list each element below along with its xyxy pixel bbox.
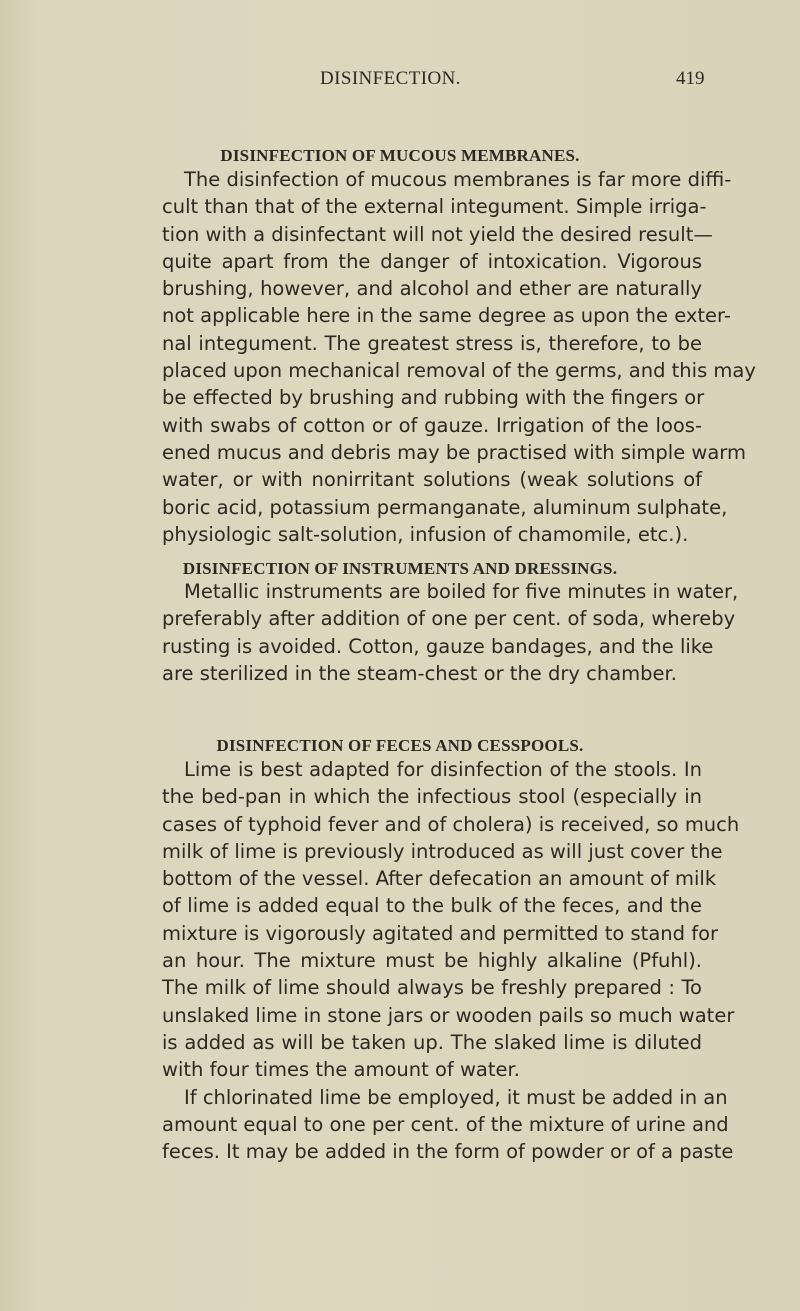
text-line: tion with a disinfectant will not yield the desired result— [162, 222, 713, 246]
text-line: rusting is avoided. Cotton, gauze bandages, and the like [162, 634, 714, 658]
text-line: cult than that of the external integument. Simple irriga- [162, 195, 707, 219]
text-line: of lime is added equal to the bulk of the feces, and the [162, 894, 702, 918]
text-line: ened mucus and debris may be practised with simple warm [162, 440, 746, 464]
text-line: with four times the amount of water. [162, 1058, 520, 1082]
text-line: Lime is best adapted for disinfection of the stools. In [184, 758, 702, 781]
section-heading: DISINFECTION OF FECES AND CESSPOOLS. [216, 736, 584, 755]
text-line: bottom of the vessel. After defecation an amount of milk [162, 867, 717, 891]
text-line: be effected by brushing and rubbing with the fingers or [162, 386, 705, 410]
text-line: mixture is vigorously agitated and permitted to stand for [162, 921, 719, 945]
text-line: quite apart from the danger of intoxication. Vigorous [162, 249, 702, 273]
text-line: milk of lime is previously introduced as will just cover the [162, 839, 723, 863]
text-line: The disinfection of mucous membranes is far more diffi- [184, 168, 732, 191]
text-line: preferably after addition of one per cent. of soda, whereby [162, 607, 736, 631]
paragraph [162, 756, 740, 1165]
text-line: water, or with nonirritant solutions (weak solutions of [162, 468, 702, 492]
text-line: is added as will be taken up. The slaked lime is diluted [162, 1030, 702, 1054]
text-line: are sterilized in the steam-chest or the dry chamber. [162, 661, 677, 685]
section-heading: DISINFECTION OF MUCOUS MEMBRANES. [220, 146, 580, 165]
text-line: nal integument. The greatest stress is, therefore, to be [162, 331, 702, 355]
running-head [0, 68, 800, 98]
text-line: feces. It may be added in the form of powder or of a paste [162, 1140, 734, 1164]
text-line: amount equal to one per cent. of the mixture of urine and [162, 1112, 729, 1136]
text-line: The milk of lime should always be freshly prepared : To [162, 976, 702, 1000]
paragraph [162, 578, 739, 687]
section-heading: DISINFECTION OF INSTRUMENTS AND DRESSINGS. [182, 559, 618, 578]
paragraph [162, 166, 756, 548]
text-line: cases of typhoid fever and of cholera) is received, so much [162, 812, 740, 836]
text-line: If chlorinated lime be employed, it must be added in an [184, 1085, 728, 1109]
page-number: 419 [676, 68, 705, 89]
running-title: DISINFECTION. [320, 68, 461, 89]
text-line: not applicable here in the same degree as upon the exter- [162, 304, 731, 328]
text-line: with swabs of cotton or of gauze. Irrigation of the loos- [162, 413, 702, 437]
text-line: an hour. The mixture must be highly alkaline (Pfuhl). [162, 949, 702, 973]
text-line: physiologic salt-solution, infusion of chamomile, etc.). [162, 522, 689, 546]
text-line: placed upon mechanical removal of the germs, and this may [162, 359, 756, 383]
text-line: boric acid, potassium permanganate, aluminum sulphate, [162, 495, 728, 519]
text-line: unslaked lime in stone jars or wooden pails so much water [162, 1003, 735, 1027]
text-line: brushing, however, and alcohol and ether are naturally [162, 277, 702, 301]
text-line: the bed-pan in which the infectious stool (especially in [162, 785, 702, 809]
text-line: Metallic instruments are boiled for five minutes in water, [184, 580, 739, 603]
